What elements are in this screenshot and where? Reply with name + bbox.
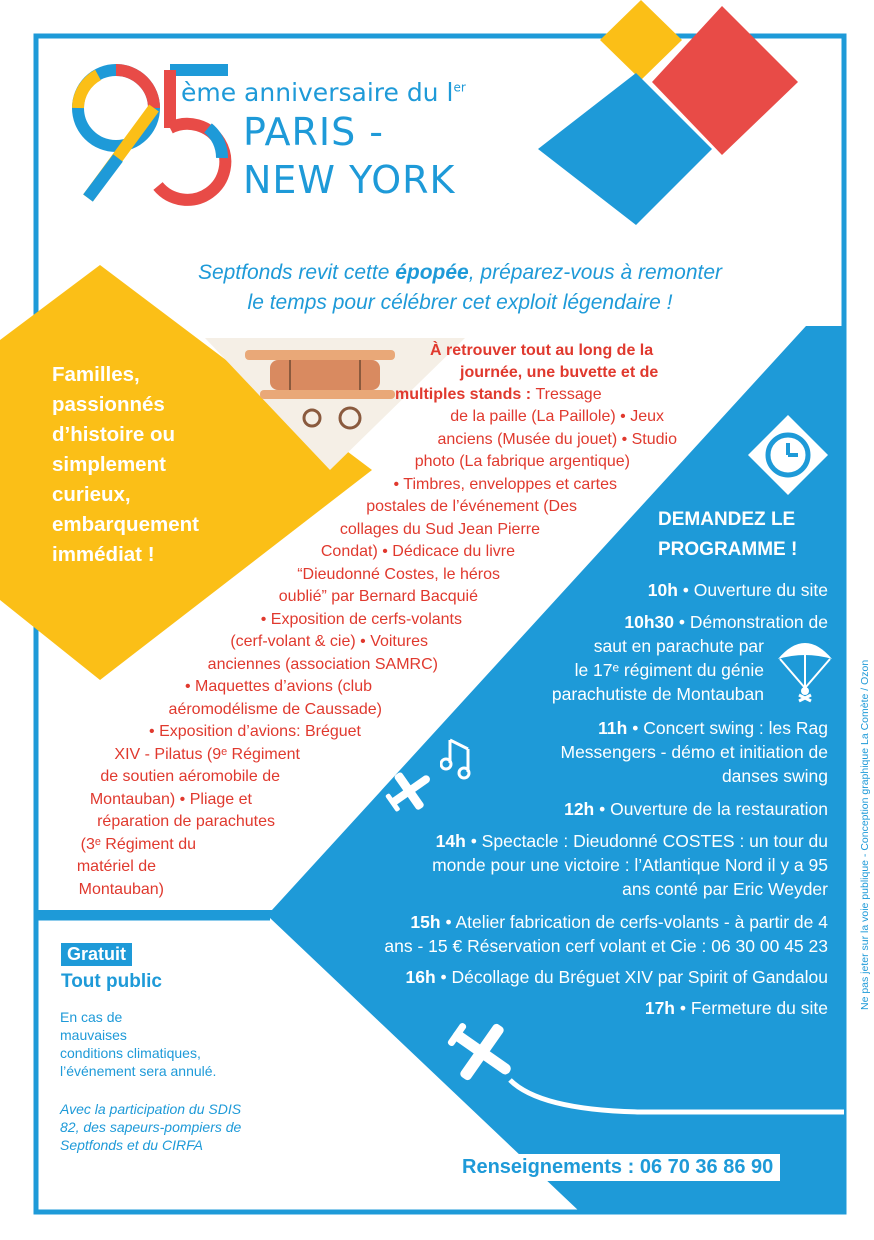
tout-public: Tout public	[61, 971, 162, 992]
program-text: le 17ᵉ régiment du génie	[574, 660, 764, 680]
vertical-credit: Ne pas jeter sur la voie publique - Conception graphique La Comète / Ozon	[859, 659, 871, 1010]
stands-line: réparation de parachutes	[97, 813, 275, 830]
program-line	[622, 877, 828, 901]
familles-line: simplement	[52, 453, 166, 476]
weather-note-line: mauvaises	[60, 1027, 127, 1043]
familles-line: d’histoire ou	[52, 423, 175, 446]
stands-line: de la paille (La Paillole) • Jeux	[450, 408, 664, 425]
program-line	[624, 610, 828, 634]
stands-line: matériel de	[76, 858, 156, 875]
familles-line: embarquement	[52, 513, 199, 536]
intro-line2: le temps pour célébrer cet exploit légendaire !	[247, 291, 673, 314]
program-time: 12h	[564, 799, 595, 819]
anniversary-line	[181, 78, 466, 107]
airplane-icon	[382, 768, 437, 813]
program-line	[406, 965, 829, 989]
program-line	[648, 578, 828, 602]
kite-icon	[212, 920, 294, 1002]
program-time: 16h	[405, 967, 436, 987]
familles-line: immédiat !	[52, 543, 155, 566]
program-text: Messengers - démo et initiation de	[560, 742, 828, 762]
stands-line: photo (La fabrique argentique)	[414, 453, 630, 470]
stands-bold-line: multiples stands : Tressage	[395, 386, 602, 403]
stands-line: • Exposition d’avions: Bréguet	[149, 723, 361, 740]
program-line	[552, 682, 764, 706]
anniversary-text: ème anniversaire du	[181, 78, 439, 107]
weather-note-line: l’événement sera annulé.	[60, 1063, 217, 1079]
stands-line: • Timbres, enveloppes et cartes	[393, 475, 617, 493]
program-time: 11h	[598, 718, 628, 738]
program-text: parachutiste de Montauban	[551, 684, 764, 704]
program-line	[645, 996, 828, 1020]
program-time: 10h	[647, 580, 678, 600]
program-text: ans conté par Eric Weyder	[622, 879, 828, 899]
stands-line: oublié” par Bernard Bacquié	[278, 588, 478, 605]
gratuit-badge: Gratuit	[61, 943, 132, 966]
weather-note-line: conditions climatiques,	[60, 1045, 201, 1061]
title-paris: PARIS -	[243, 110, 385, 154]
program-line	[594, 634, 764, 658]
program-text: • Fermeture du site	[675, 998, 828, 1018]
program-text: monde pour une victoire : l’Atlantique Nord il y a 95	[432, 855, 828, 875]
program-text: • Atelier fabrication de cerfs-volants - à partir de 4	[440, 912, 828, 932]
partners-line: 82, des sapeurs-pompiers de	[60, 1119, 242, 1135]
stands-line: anciens (Musée du jouet) • Studio	[437, 430, 677, 448]
partners-line: Avec la participation du SDIS	[60, 1101, 242, 1117]
partners-note	[60, 1100, 290, 1154]
stands-line: • Exposition de cerfs-volants	[260, 610, 462, 628]
clock-icon	[748, 415, 828, 495]
program-time: 15h	[410, 912, 441, 932]
stands-line: (cerf-volant & cie) • Voitures	[230, 633, 428, 650]
stands-line: • Maquettes d’avions (club	[184, 678, 372, 695]
familles-line: curieux,	[52, 483, 131, 506]
program-line	[384, 934, 828, 958]
program-heading	[658, 505, 797, 565]
intro-bold: épopée	[395, 261, 469, 284]
stands-line: “Dieudonné Costes, le héros	[297, 565, 500, 583]
program-text: • Ouverture de la restauration	[594, 799, 828, 819]
weather-note	[60, 1008, 270, 1080]
stands-line: collages du Sud Jean Pierre	[339, 520, 540, 538]
program-line	[436, 829, 828, 853]
anniversary-l: l	[446, 78, 454, 107]
stands-line: Condat) • Dédicace du livre	[320, 543, 515, 560]
program-text: • Ouverture du site	[677, 580, 828, 600]
program-line	[564, 797, 828, 821]
stands-line: aéromodélisme de Caussade)	[168, 700, 382, 718]
intro-part2: , préparez-vous à remonter	[468, 261, 723, 284]
program-time: 17h	[644, 998, 675, 1018]
stands-line: postales de l’événement (Des	[366, 498, 577, 515]
program-line	[598, 716, 828, 740]
program-time: 10h30	[624, 612, 675, 632]
program-line	[575, 658, 764, 682]
title-newyork: NEW YORK	[243, 158, 456, 202]
program-line	[432, 853, 828, 877]
program-text: • Concert swing : les Rag	[627, 718, 828, 738]
stands-bold-line: À retrouver tout au long de la	[430, 342, 654, 359]
intro-text	[100, 258, 820, 318]
program-text: • Spectacle : Dieudonné COSTES : un tour du	[465, 831, 828, 851]
program-text: ans - 15 € Réservation cerf volant et Cie : 06 30 00 45 23	[384, 936, 828, 956]
program-heading-line: PROGRAMME !	[658, 539, 798, 560]
weather-note-line: En cas de	[60, 1009, 123, 1025]
program-line	[561, 740, 829, 764]
anniversary-sup: er	[453, 80, 466, 95]
program-line	[410, 910, 828, 934]
stands-line: Montauban) • Pliage et	[89, 790, 252, 808]
music-note-icon	[440, 735, 478, 780]
partners-line: Septfonds et du CIRFA	[60, 1137, 203, 1153]
parachute-icon	[775, 633, 835, 703]
familles-line: Familles,	[52, 363, 140, 386]
stands-line: Montauban)	[78, 880, 164, 898]
stands-line: (3ᵉ Régiment du	[80, 835, 196, 853]
familles-text	[52, 360, 252, 570]
stands-line: de soutien aéromobile de	[100, 768, 280, 785]
program-text: danses swing	[721, 766, 828, 786]
intro-part1: Septfonds revit cette	[197, 261, 396, 284]
program-text: • Démonstration de	[674, 612, 828, 632]
renseignements-phone[interactable]: Renseignements : 06 70 36 86 90	[455, 1154, 780, 1181]
stands-bold-line: journée, une buvette et de	[460, 364, 659, 381]
airplane-icon	[442, 1015, 522, 1090]
stands-line: anciennes (association SAMRC)	[207, 655, 438, 673]
stands-line-tail: Tressage	[535, 386, 602, 403]
program-heading-line: DEMANDEZ LE	[658, 509, 796, 530]
program-time: 14h	[435, 831, 466, 851]
stands-line: XIV - Pilatus (9ᵉ Régiment	[114, 745, 300, 763]
program-text: saut en parachute par	[593, 636, 764, 656]
familles-line: passionnés	[52, 393, 165, 416]
program-text: • Décollage du Bréguet XIV par Spirit of Gandalou	[435, 967, 828, 987]
program-line	[722, 764, 828, 788]
